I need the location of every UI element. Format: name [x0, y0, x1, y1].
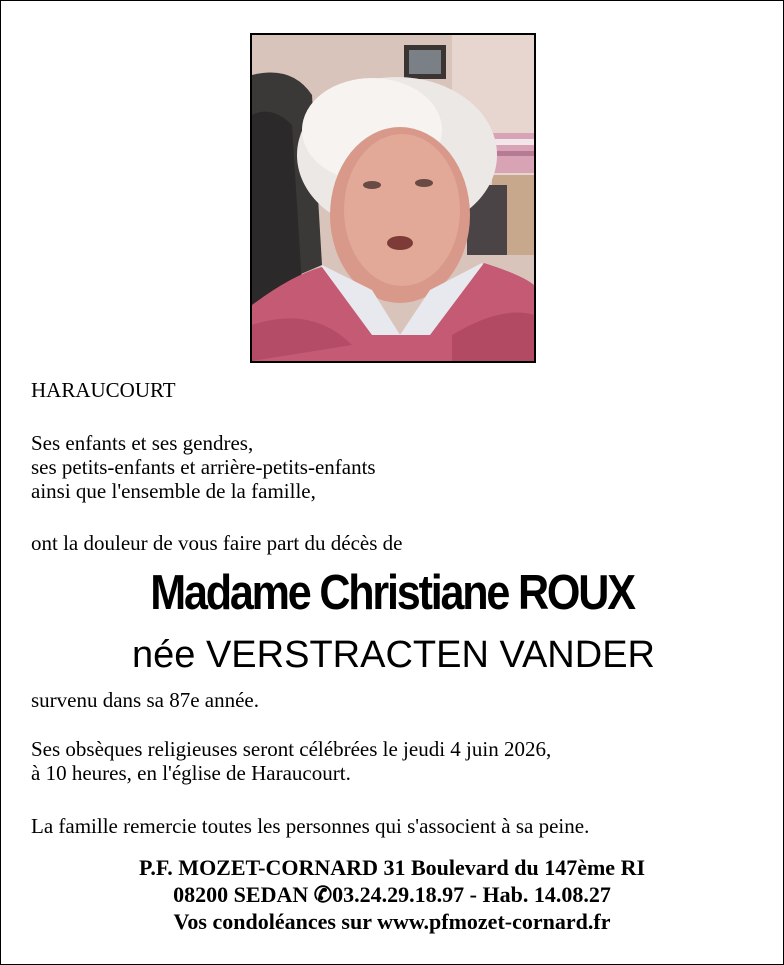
family-line-1: Ses enfants et ses gendres,	[31, 431, 254, 455]
thanks-text: La famille remercie toutes les personnes qui s'associent à sa peine.	[31, 814, 590, 838]
funeral-home-address: P.F. MOZET-CORNARD 31 Boulevard du 147ème RI	[138, 855, 646, 880]
funeral-home-phone: 08200 SEDAN ✆03.24.29.18.97 - Hab. 14.08.27	[173, 882, 611, 907]
announcement-text: ont la douleur de vous faire part du décès de	[31, 531, 403, 555]
funeral-line-2: à 10 heures, en l'église de Haraucourt.	[31, 761, 351, 785]
portrait-photo	[250, 33, 536, 363]
age-line: survenu dans sa 87e année.	[31, 688, 260, 712]
family-line-2: ses petits-enfants et arrière-petits-enfants	[31, 455, 376, 479]
condolences-line: Vos condoléances sur www.pfmozet-cornard.fr	[173, 909, 611, 934]
family-line-3: ainsi que l'ensemble de la famille,	[31, 479, 316, 503]
location-heading: HARAUCOURT	[31, 378, 176, 402]
maiden-name: née VERSTRACTEN VANDER	[132, 634, 655, 676]
deceased-name: Madame Christiane ROUX	[150, 566, 634, 620]
funeral-line-1: Ses obsèques religieuses seront célébrées le jeudi 4 juin 2026,	[31, 737, 552, 761]
